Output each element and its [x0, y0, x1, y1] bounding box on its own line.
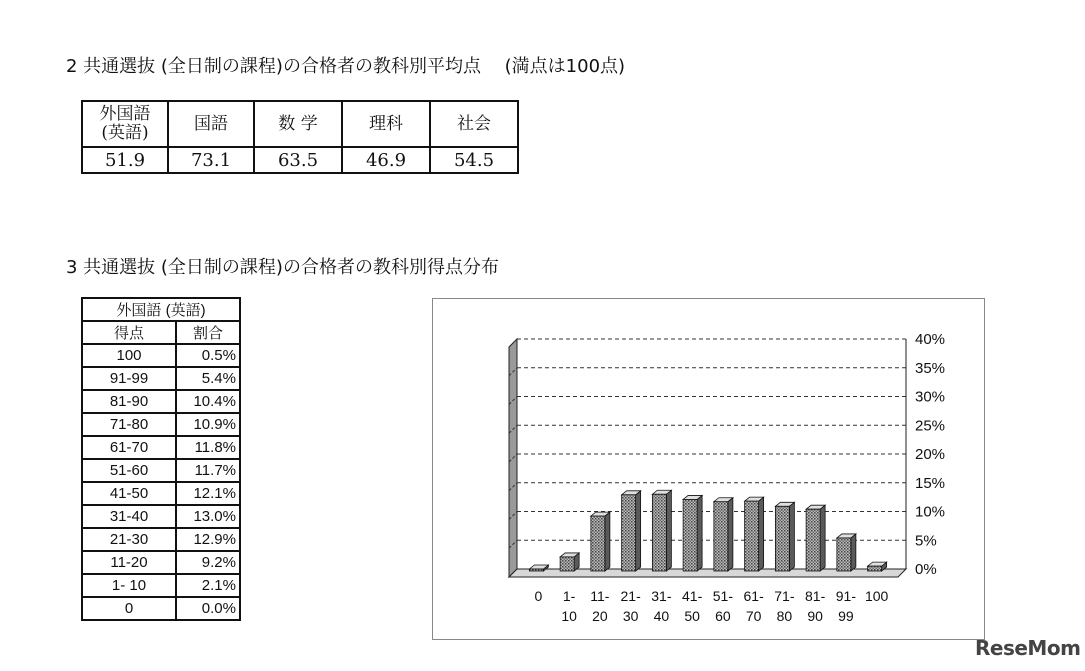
bar-front	[837, 538, 851, 571]
bar-side	[728, 498, 733, 571]
distribution-row	[82, 413, 240, 436]
distribution-row	[82, 390, 240, 413]
x-tick-label: 1-	[562, 588, 576, 604]
bar	[745, 497, 764, 571]
x-tick-label: 60	[715, 608, 731, 624]
distribution-row	[82, 528, 240, 551]
x-tick-label: 51-	[712, 588, 733, 604]
bar-side	[820, 505, 825, 571]
score-range: 41-50	[82, 482, 176, 505]
bar	[806, 505, 825, 571]
distribution-caption-row	[82, 298, 240, 321]
distribution-table	[81, 297, 241, 621]
bar-front	[806, 509, 820, 571]
bar-front	[652, 494, 666, 571]
average-value-row	[82, 147, 518, 173]
distribution-bar-chart	[433, 299, 986, 641]
bar	[591, 512, 610, 571]
x-tick-label: 10	[561, 608, 577, 624]
y-tick-label: 5%	[915, 532, 937, 550]
bar	[837, 534, 856, 571]
x-tick-label: 41-	[682, 588, 703, 604]
score-range: 100	[82, 344, 176, 367]
distribution-row	[82, 482, 240, 505]
score-range: 91-99	[82, 367, 176, 390]
subject-label: 数 学	[278, 113, 318, 134]
distribution-header-row	[82, 321, 240, 344]
x-tick-label: 100	[864, 588, 889, 604]
x-tick-label: 99	[838, 608, 854, 624]
x-tick-label: 80	[776, 608, 793, 624]
average-value: 51.9	[82, 147, 168, 173]
x-tick-label: 20	[592, 608, 608, 624]
distribution-row	[82, 597, 240, 620]
score-ratio: 5.4%	[176, 367, 240, 390]
subject-header-row	[82, 101, 518, 147]
score-ratio: 11.8%	[176, 436, 240, 459]
y-tick-label: 25%	[915, 417, 946, 435]
subject-name	[430, 101, 518, 147]
y-tick-label: 10%	[915, 503, 946, 521]
bar	[652, 490, 671, 571]
distribution-row	[82, 436, 240, 459]
score-ratio: 2.1%	[176, 574, 240, 597]
y-tick-label: 15%	[915, 474, 946, 492]
score-ratio: 0.5%	[176, 344, 240, 367]
x-tick-label: 50	[684, 608, 700, 624]
bar-front	[529, 569, 543, 571]
score-ratio: 12.1%	[176, 482, 240, 505]
bar-front	[868, 566, 882, 571]
distribution-caption: 外国語 (英語)	[82, 298, 240, 321]
bar-side	[789, 502, 794, 571]
distribution-row	[82, 367, 240, 390]
score-range: 81-90	[82, 390, 176, 413]
bar-front	[560, 557, 574, 571]
score-range: 31-40	[82, 505, 176, 528]
y-tick-label: 20%	[915, 446, 946, 463]
section2-title: 2 共通選抜 (全日制の課程)の合格者の教科別平均点 (満点は100点)	[66, 56, 626, 77]
score-range: 21-30	[82, 528, 176, 551]
score-ratio: 9.2%	[176, 551, 240, 574]
y-tick-label: 0%	[915, 561, 937, 578]
bar-front	[591, 516, 605, 571]
subject-label: 外国語 (英語)	[99, 104, 151, 143]
bar-side	[636, 491, 641, 571]
subject-name	[254, 101, 342, 147]
average-value: 46.9	[342, 147, 430, 173]
score-ratio: 10.9%	[176, 413, 240, 436]
section3-title: 3 共通選抜 (全日制の課程)の合格者の教科別得点分布	[66, 257, 499, 278]
distribution-row	[82, 574, 240, 597]
average-value: 73.1	[168, 147, 254, 173]
x-tick-label: 30	[622, 608, 639, 624]
y-tick-label: 35%	[915, 359, 946, 377]
x-tick-label: 90	[807, 608, 823, 624]
chart-frame	[432, 298, 985, 640]
y-tick-label: 30%	[915, 388, 946, 406]
ratio-column-header: 割合	[176, 321, 240, 344]
bar	[683, 495, 702, 571]
bar-front	[775, 506, 789, 571]
x-tick-label: 40	[653, 608, 670, 624]
score-ratio: 12.9%	[176, 528, 240, 551]
average-value: 63.5	[254, 147, 342, 173]
distribution-row	[82, 459, 240, 482]
score-range: 71-80	[82, 413, 176, 436]
bar	[560, 553, 579, 571]
bar-side	[697, 495, 702, 571]
bar-side	[666, 490, 671, 571]
x-tick-label: 71-	[774, 588, 795, 604]
score-ratio: 11.7%	[176, 459, 240, 482]
average-score-table	[81, 100, 519, 174]
score-range: 0	[82, 597, 176, 620]
x-tick-label: 11-	[590, 588, 610, 604]
bar	[775, 502, 794, 571]
score-range: 61-70	[82, 436, 176, 459]
bar-side	[851, 534, 856, 571]
watermark-logo: ReseMom	[975, 636, 1081, 660]
score-range: 11-20	[82, 551, 176, 574]
x-tick-label: 0	[534, 588, 543, 604]
distribution-row	[82, 551, 240, 574]
bar-front	[683, 499, 697, 571]
bar-front	[714, 502, 728, 571]
x-tick-label: 31-	[651, 588, 672, 604]
subject-name	[342, 101, 430, 147]
subject-label: 国語	[194, 113, 228, 134]
bar	[868, 562, 887, 571]
subject-name	[168, 101, 254, 147]
score-column-header: 得点	[82, 321, 176, 344]
score-range: 1- 10	[82, 574, 176, 597]
bar	[714, 498, 733, 571]
score-range: 51-60	[82, 459, 176, 482]
x-tick-label: 61-	[743, 588, 764, 604]
bar-side	[759, 497, 764, 571]
bar	[622, 491, 641, 571]
x-tick-label: 70	[745, 608, 762, 624]
bar-side	[605, 512, 610, 571]
average-value: 54.5	[430, 147, 518, 173]
score-ratio: 13.0%	[176, 505, 240, 528]
distribution-row	[82, 344, 240, 367]
bar-front	[622, 495, 636, 571]
distribution-row	[82, 505, 240, 528]
x-tick-label: 91-	[835, 588, 856, 604]
x-tick-label: 81-	[805, 588, 826, 604]
subject-label: 理科	[369, 113, 403, 134]
bar-front	[745, 501, 759, 571]
x-tick-label: 21-	[620, 588, 641, 604]
score-ratio: 10.4%	[176, 390, 240, 413]
y-tick-label: 40%	[915, 331, 946, 348]
distribution-rows	[82, 344, 240, 620]
subject-label: 社会	[457, 113, 491, 134]
score-ratio: 0.0%	[176, 597, 240, 620]
subject-name	[82, 101, 168, 147]
